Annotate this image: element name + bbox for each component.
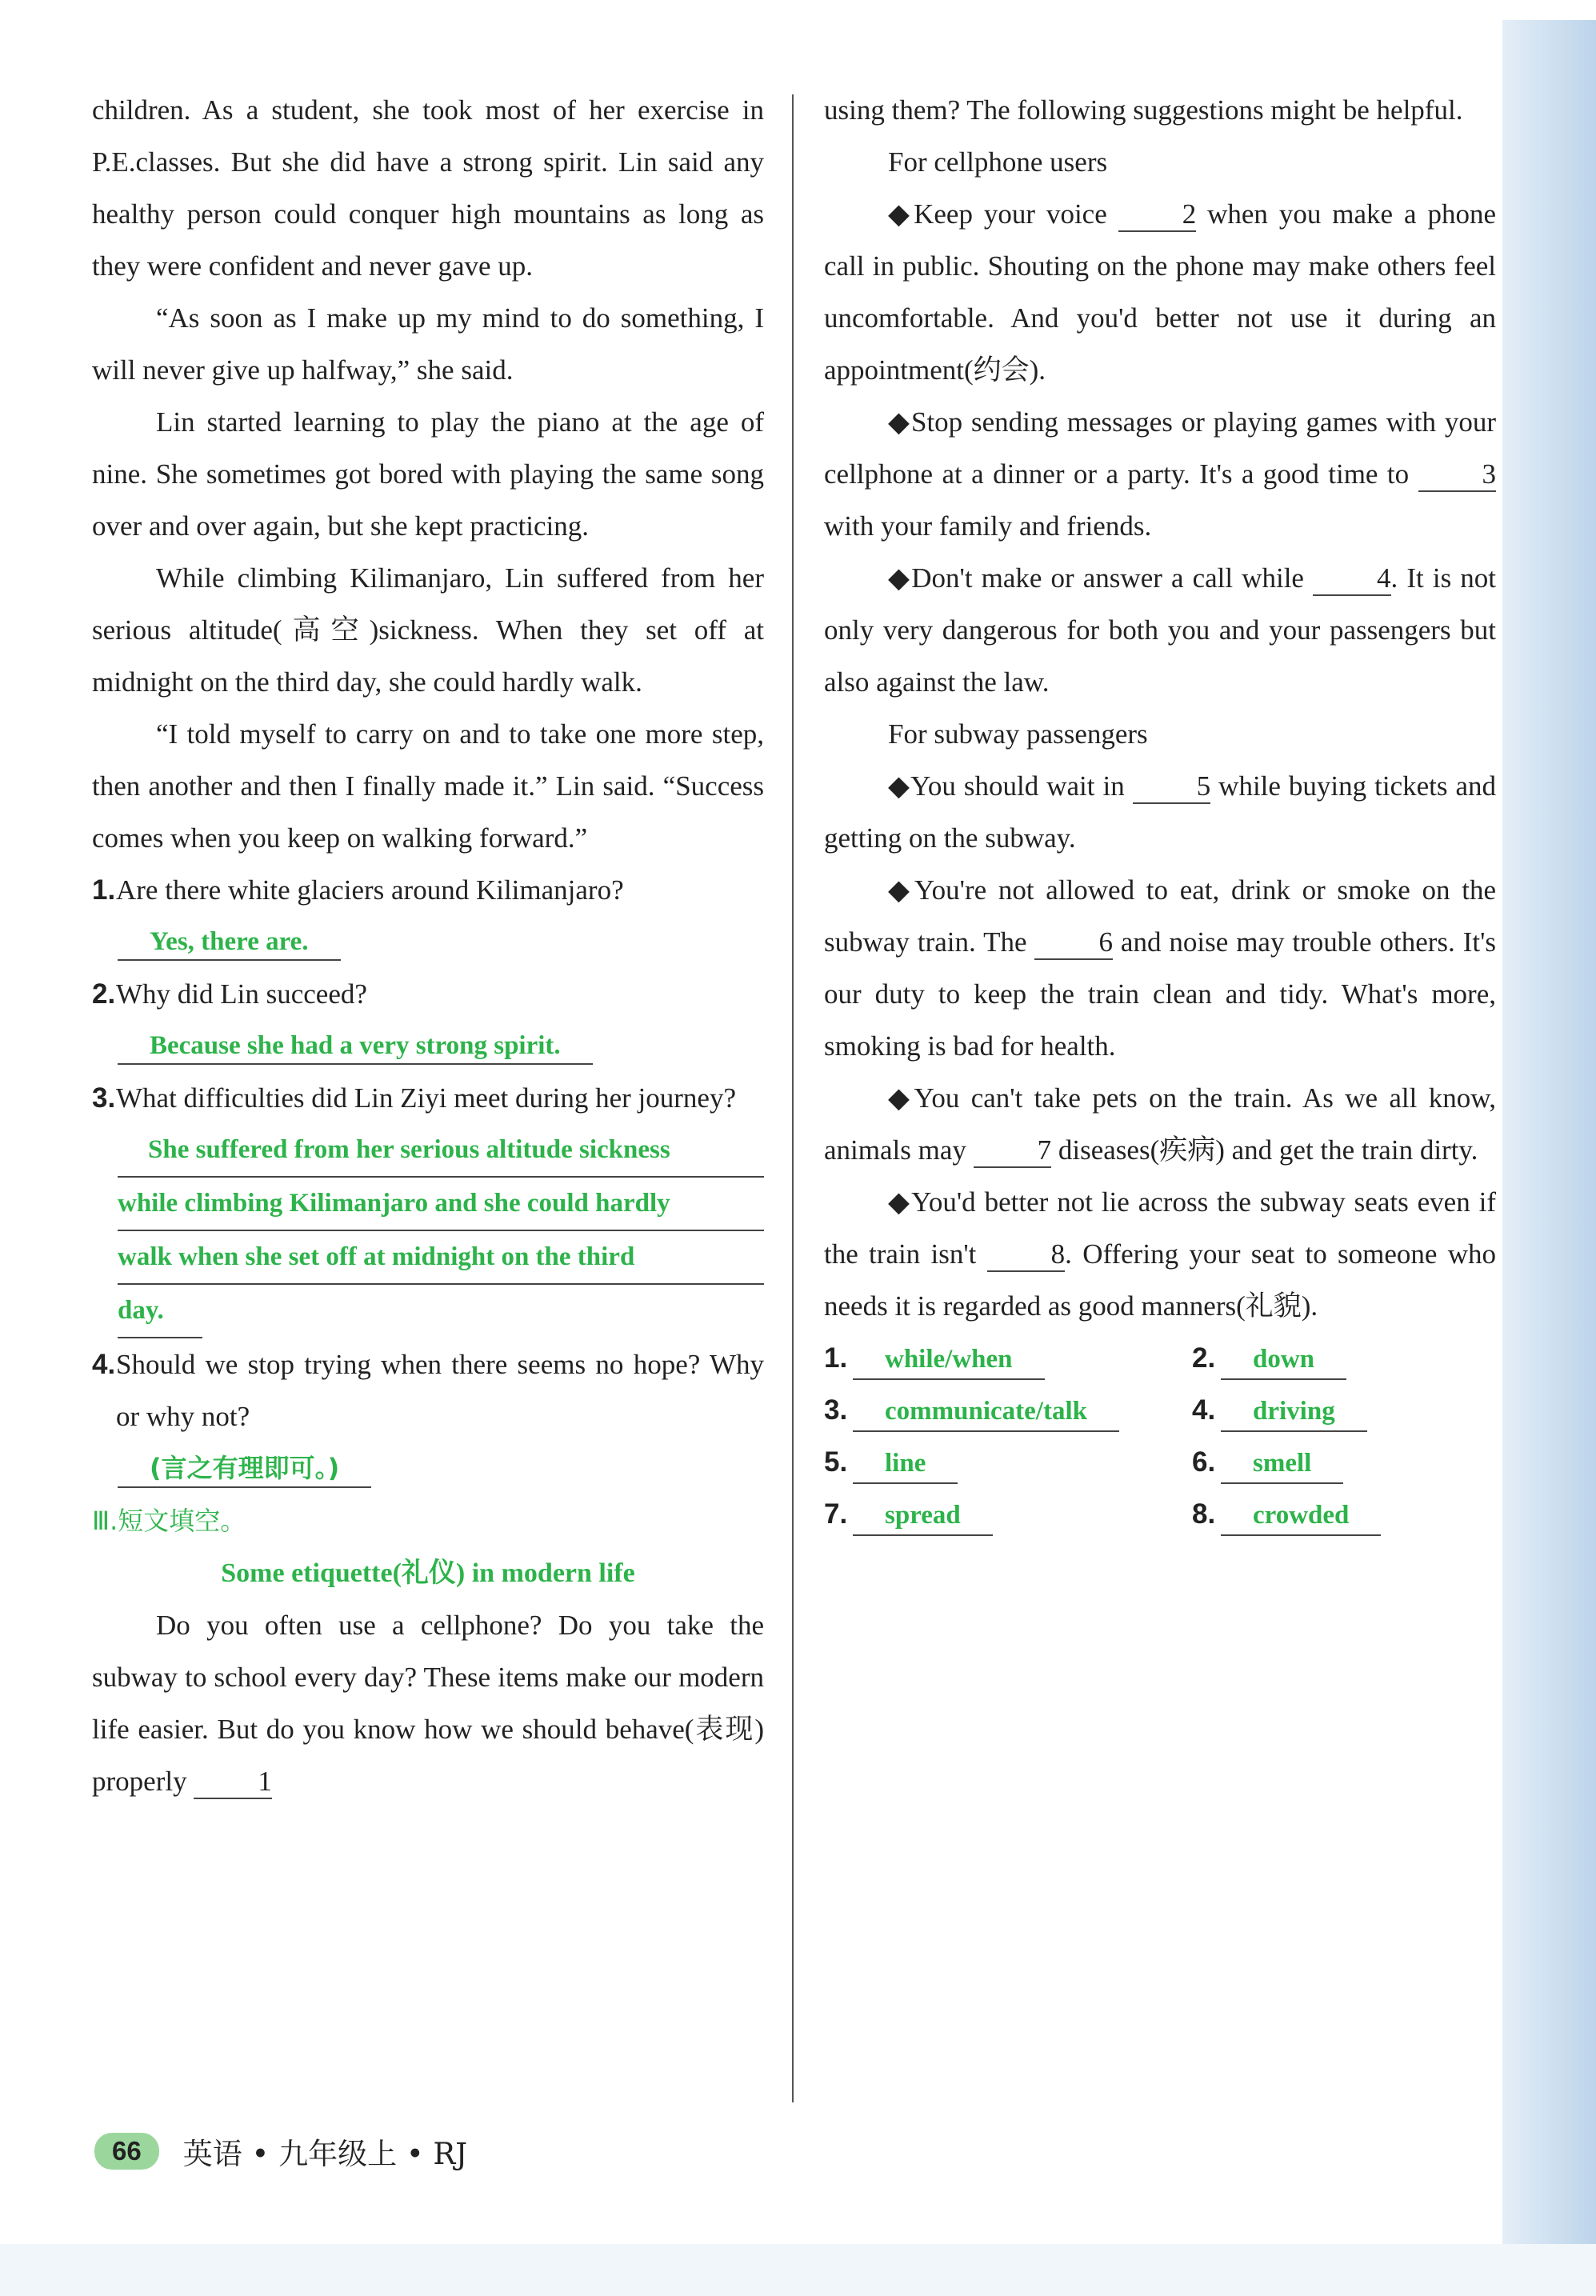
column-divider — [792, 94, 794, 2102]
bullet-paragraph — [824, 760, 1496, 864]
answer-value: communicate/talk — [853, 1394, 1119, 1432]
paragraph — [92, 1599, 764, 1807]
answer-line: She suffered from her serious altitude sickness — [118, 1124, 764, 1178]
answer-2 — [118, 1020, 764, 1072]
answer-number: 2. — [1192, 1342, 1216, 1374]
subheading: For subway passengers — [888, 718, 1148, 750]
paragraph: “I told myself to carry on and to take one more step, then another and then I finally made it.” Lin said. “Success comes when you keep on walking forward.” — [92, 718, 764, 854]
text: ◆Don't make or answer a call while — [888, 562, 1304, 594]
answer-number: 4. — [1192, 1394, 1216, 1426]
blank-5: 5 — [1133, 770, 1211, 804]
question-1 — [92, 864, 764, 916]
bullet-paragraph — [824, 1176, 1496, 1332]
answer-line: day. — [118, 1285, 202, 1338]
question-number: 3. — [92, 1082, 116, 1114]
text: ◆You'd better not lie across the subway seats even if the train isn't — [824, 1186, 1496, 1270]
book-title: 英语 • 九年级上 • RJ — [182, 2137, 468, 2171]
bullet-paragraph — [824, 188, 1496, 396]
left-column — [92, 84, 764, 1807]
answer-item — [1192, 1436, 1496, 1488]
answer-line: walk when she set off at midnight on the third — [118, 1231, 764, 1285]
text: while buying tickets and getting on the subway. — [824, 770, 1496, 854]
answer-grid — [824, 1332, 1496, 1540]
paragraph: children. As a student, she took most of her exercise in P.E.classes. But she did have a strong spirit. Lin said any healthy person could conquer high mountains as long as they were confident and never gave up. — [92, 94, 764, 282]
paragraph: Lin started learning to play the piano at the age of nine. She sometimes got bored with playing the same song over and over again, but she kept practicing. — [92, 406, 764, 542]
answer-3 — [118, 1124, 764, 1338]
answer-item — [1192, 1332, 1496, 1384]
paragraph: using them? The following suggestions might be helpful. — [824, 94, 1463, 126]
answer-line: while climbing Kilimanjaro and she could hardly — [118, 1178, 764, 1231]
bullet-paragraph — [824, 864, 1496, 1072]
page-bottom-margin — [0, 2244, 1596, 2296]
text: and noise may trouble others. It's our duty to keep the train clean and tidy. What's more, smoking is bad for health. — [824, 926, 1497, 1062]
text: diseases(疾病) and get the train dirty. — [1058, 1134, 1478, 1166]
answer-text: (言之有理即可。) — [118, 1453, 371, 1488]
text: ◆Stop sending messages or playing games with your cellphone at a dinner or a party. It's a good time to — [824, 406, 1496, 490]
text: ◆Keep your voice — [888, 198, 1107, 230]
answer-item — [1192, 1384, 1496, 1436]
answer-value: spread — [853, 1498, 993, 1536]
section-heading: Ⅲ.短文填空。 — [92, 1506, 246, 1536]
bullet-paragraph — [824, 1072, 1496, 1176]
answer-1 — [118, 916, 764, 968]
answer-value: driving — [1221, 1394, 1367, 1432]
question-number: 4. — [92, 1349, 116, 1380]
blank-6: 6 — [1034, 926, 1113, 960]
answer-value: smell — [1221, 1446, 1343, 1484]
question-number: 2. — [92, 978, 116, 1010]
text: . Offering your seat to someone who needs it is regarded as good manners(礼貌). — [824, 1238, 1496, 1322]
subheading: For cellphone users — [888, 146, 1108, 178]
blank-4: 4 — [1313, 562, 1391, 596]
answer-item — [1192, 1488, 1496, 1540]
page-number: 66 — [94, 2133, 159, 2170]
page-edge-shadow — [1502, 20, 1596, 2260]
answer-item — [824, 1488, 1192, 1540]
question-text: What difficulties did Lin Ziyi meet during her journey? — [116, 1082, 736, 1114]
text: when you make a phone call in public. Shouting on the phone may make others feel uncomfortable. And you'd better not use it during an appointment(约会). — [824, 198, 1497, 386]
blank-7: 7 — [974, 1134, 1052, 1168]
answer-text: Yes, there are. — [118, 927, 341, 961]
question-text: Are there white glaciers around Kilimanjaro? — [116, 874, 624, 906]
question-2 — [92, 968, 764, 1020]
answer-number: 7. — [824, 1498, 848, 1530]
answer-value: line — [853, 1446, 958, 1484]
paragraph: While climbing Kilimanjaro, Lin suffered from her serious altitude(高空)sickness. When they set off at midnight on the third day, she could hardly walk. — [92, 562, 764, 698]
answer-text: Because she had a very strong spirit. — [118, 1031, 593, 1065]
right-column — [824, 84, 1496, 1540]
answer-value: down — [1221, 1342, 1346, 1380]
text: ◆You can't take pets on the train. As we all know, animals may — [824, 1082, 1496, 1166]
blank-3: 3 — [1418, 458, 1497, 492]
answer-item — [824, 1384, 1192, 1436]
answer-number: 1. — [824, 1342, 848, 1374]
answer-value: crowded — [1221, 1498, 1381, 1536]
text: ◆You're not allowed to eat, drink or smoke on the subway train. The — [824, 874, 1496, 958]
blank-8: 8 — [987, 1238, 1066, 1272]
answer-number: 5. — [824, 1446, 848, 1478]
page-footer — [94, 2130, 467, 2173]
bullet-paragraph — [824, 552, 1496, 708]
answer-item — [824, 1332, 1192, 1384]
answer-item — [824, 1436, 1192, 1488]
question-3 — [92, 1072, 764, 1124]
question-number: 1. — [92, 874, 116, 906]
answer-number: 3. — [824, 1394, 848, 1426]
text: ◆You should wait in — [888, 770, 1125, 802]
answer-number: 8. — [1192, 1498, 1216, 1530]
paragraph-text: Do you often use a cellphone? Do you take the subway to school every day? These items make our modern life easier. But do you know how we should behave(表现) properly — [92, 1610, 764, 1797]
answer-number: 6. — [1192, 1446, 1216, 1478]
blank-1: 1 — [194, 1766, 272, 1799]
answer-value: while/when — [853, 1342, 1045, 1380]
question-4 — [92, 1338, 764, 1442]
paragraph: “As soon as I make up my mind to do something, I will never give up halfway,” she said. — [92, 302, 764, 386]
text: with your family and friends. — [824, 510, 1152, 542]
question-text: Why did Lin succeed? — [116, 978, 367, 1010]
passage-title: Some etiquette(礼仪) in modern life — [221, 1558, 635, 1588]
question-text: Should we stop trying when there seems no hope? Why or why not? — [116, 1349, 764, 1432]
bullet-paragraph — [824, 396, 1496, 552]
blank-2: 2 — [1118, 198, 1197, 232]
answer-4 — [118, 1442, 764, 1495]
text: . It is not only very dangerous for both you and your passengers but also against the law. — [824, 562, 1497, 698]
